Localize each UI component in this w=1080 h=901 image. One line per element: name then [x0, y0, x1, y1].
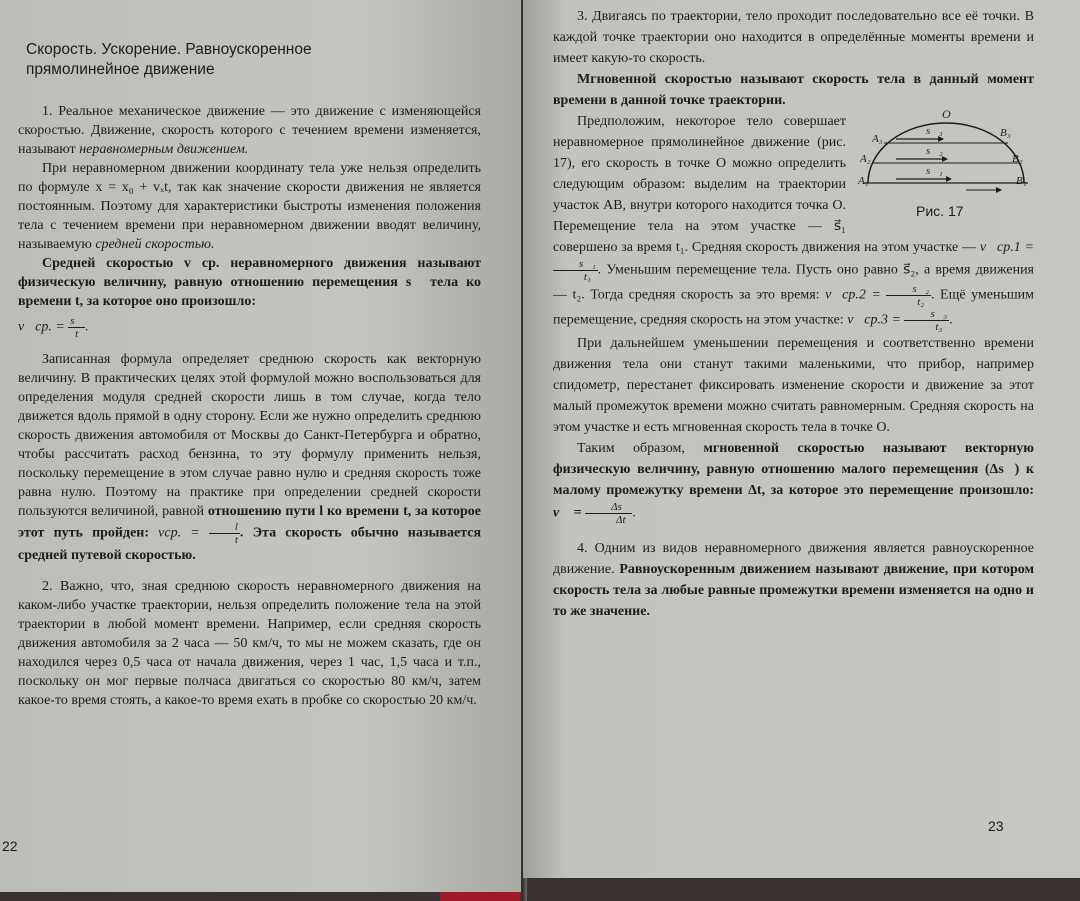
label-B1: B₁ — [1016, 175, 1027, 187]
formula2-lhs: vср. = — [158, 525, 200, 541]
formula6-lhs: v⃗ = — [553, 505, 582, 521]
formula5-denominator: t₃ — [935, 321, 943, 333]
formula1-fraction — [68, 315, 85, 340]
formula2-numerator: l — [209, 521, 240, 534]
p3-bold: отношению пути l ко времени t, за которое этот путь пройден: — [18, 504, 482, 541]
p3-tail: . Эта скорость обычно называется средней путевой скоростью. — [18, 525, 482, 563]
formula3-denominator: t₁ — [583, 271, 591, 283]
p6-text: Предположим, некоторое тело совершает неравномерное прямолинейное движение (рис. 17), его скорость в точке О можно определить следующим образом: выделим на траектории участок АВ, внутри которого находится точка О. Перемещение тела на этом участке — s⃗₁ совершено за время t₁. Средняя скорость движения на этом участке — — [553, 114, 977, 255]
label-A2: A₂ — [860, 153, 871, 165]
page-number-left: 22 — [2, 838, 18, 854]
formula5-lhs: v⃗ср.3 = — [847, 312, 901, 328]
label-A3: A₃ — [872, 133, 883, 145]
formula1-denominator: t — [75, 328, 79, 340]
label-B2: B₂ — [1012, 153, 1023, 165]
p1-text: 1. Реальное механическое движение — это движение с изменяющейся скоростью. Движение, скорость которого с течением времени изменяется, называют — [18, 104, 481, 157]
formula6-numerator: Δs⃗ — [585, 501, 632, 514]
formula2-fraction — [209, 521, 240, 546]
page-number-right: 23 — [988, 818, 1004, 834]
p2-term: средней скоростью. — [95, 237, 215, 252]
figure-17 — [856, 107, 1034, 221]
title-line-1: Скорость. Ускорение. Равноускоренное — [26, 41, 312, 58]
formula2-denominator: t — [234, 534, 238, 546]
trajectory-diagram — [856, 111, 1034, 203]
label-B3: B₃ — [1000, 127, 1011, 139]
p1-term: неравномерным движением. — [79, 142, 249, 157]
label-A1: A₁ — [858, 175, 869, 187]
p6b-text: . Уменьшим перемещение тела. Пусть оно равно s⃗₂, а время движения — t₂. Тогда средняя скорость за это время: — [553, 262, 1034, 303]
paragraph-1 — [18, 102, 481, 159]
formula5-numerator: s⃗₃ — [904, 308, 949, 321]
formula3-fraction — [553, 258, 598, 283]
formula1-numerator: s⃗ — [70, 315, 84, 327]
definition-instant-velocity: Мгновенной скоростью называют скорость тела в данный момент времени в данной точке траектории. — [553, 72, 1034, 108]
paragraph-7: При дальнейшем уменьшении перемещения и соответственно времени движения тела они станут такими маленькими, что прибор, например спидометр, перестанет фиксировать изменение скорости и движение за этот малый промежуток времени можно считать равномерным. Средняя скорость на этом участке и есть мгновенная скорость тела в точке О. — [553, 336, 1034, 435]
formula4-numerator: s⃗₂ — [886, 283, 931, 296]
label-O: O — [942, 107, 951, 121]
paragraph-2 — [18, 159, 481, 254]
paragraph-3 — [18, 350, 481, 565]
formula1-lhs: v⃗ср. = — [18, 319, 65, 335]
formula4-lhs: v⃗ср.2 = — [825, 287, 881, 303]
p8-bold: мгновенной скоростью называют векторную физическую величину, равную отношению малого перемещения (Δs⃗) к малому промежутку времени Δt, за которое это перемещение произошло: — [553, 441, 1035, 498]
p8-start: Таким образом, — [577, 441, 685, 456]
figure-caption: Рис. 17 — [916, 203, 964, 219]
left-page — [0, 0, 521, 892]
p9-bold: Равноускоренным движением называют движение, при котором скорость тела за любые равные промежутки времени изменяется на одно и то же значение. — [553, 562, 1035, 619]
section-title — [26, 40, 481, 80]
p3-text: Записанная формула определяет среднюю скорость как векторную величину. В практических целях этой формулой можно воспользоваться для определения модуля средней скорости лишь в том случае, когда тело движется вдоль прямой в одну сторону. Если же нужно определить среднюю скорость движения автомобиля от Москвы до Санкт-Петербурга и обратно, чтобы рассчитать расход бензина, то эту формулу применить нельзя, поскольку перемещение в этом случае равно нулю и средняя скорость тоже равна нулю. Поэтому на практике при определении средней скорости пользуются величиной, равной — [18, 352, 481, 519]
formula4-fraction — [886, 283, 931, 308]
paragraph-5: 3. Двигаясь по траектории, тело проходит последовательно все её точки. В каждой точке траектории оно находится в определённые моменты времени и имеет какую-то скорость. — [553, 9, 1034, 66]
paragraph-4: 2. Важно, что, зная среднюю скорость неравномерного движения на каком-либо участке траектории, нельзя определить положение тела на этой траектории в любой момент времени. Например, если средняя скорость движения автомобиля за 2 часа — 50 км/ч, то мы не можем сказать, где он находился через 0,5 часа от начала движения, через 1 час, 1,5 часа и т.п., поскольку он мог первые полчаса двигаться со скоростью 80 км/ч, затем какое-то время стоять, а какое-то время ехать в пробке со скоростью 20 км/ч. — [18, 579, 481, 708]
definition-average-velocity: Средней скоростью v⃗ср. неравномерного движения называют физическую величину, равную отношению перемещения s⃗ тела ко времени t, за которое оно произошло: — [18, 256, 481, 309]
p2-text: При неравномерном движении координату тела уже нельзя определить по формуле x = x₀ + vₓt, так как значение скорости движения не является постоянным. Поэтому для характеристики быстроты изменения положения тела с течением времени при неравномерном движении вводят величину, называемую — [18, 161, 481, 252]
formula6-denominator: Δt — [615, 514, 626, 526]
formula3-numerator: s⃗₁ — [553, 258, 598, 271]
label-s3: s⃗₃ — [926, 125, 943, 137]
title-line-2: прямолинейное движение — [26, 61, 215, 78]
label-s1: s⃗₁ — [926, 165, 943, 177]
paragraph-9 — [553, 538, 1034, 622]
right-page — [523, 0, 1080, 878]
paragraph-8: Таким образом, мгновенной скоростью называют векторную физическую величину, равную отношению малого перемещения (Δs⃗) к малому промежутку времени Δt, за которое это перемещение произошло: v⃗ = $\frac{\Delta s⃗}{\Delta t}$ . — [553, 441, 1035, 526]
formula5-fraction — [904, 308, 949, 333]
paragraph-6: Предположим, некоторое тело совершает неравномерное прямолинейное движение (рис. 17), его скорость в точке О можно определить следующим образом: выделим на траектории участок АВ, внутри которого находится точка О. Перемещение тела на этом участке — s⃗₁ совершено за время t₁. Средняя скорость движения на этом участке — v⃗ср.1 = $\frac{\text{s⃗₁}}{\text{t₁}}$ . Уменьшим перемещение тела. Пусть оно равно s⃗₂, а время движения — t₂. Тогда средняя скорость за это время: v⃗ср.2 = $\frac{\text{s⃗₂}}{\text{t₂}}$ . Ещё уменьшим перемещение, средняя скорость на этом участке: v⃗ср.3 = $\frac{\text{s⃗₃}}{\text{t₃}}$ . — [553, 114, 1034, 333]
formula-average-velocity: v⃗ср. = $\frac{s⃗}{t}$ . — [18, 315, 89, 340]
formula6-fraction — [585, 501, 632, 526]
formula3-lhs: v⃗ср.1 = — [979, 240, 1034, 255]
label-s2: s⃗₂ — [926, 145, 943, 157]
formula4-denominator: t₂ — [917, 296, 925, 308]
p9-start: 4. Одним из видов неравномерного движения является равноускоренное движение. — [553, 541, 1034, 577]
p6c-text: . Ещё уменьшим перемещение, средняя скорость на этом участке: — [553, 287, 1034, 328]
